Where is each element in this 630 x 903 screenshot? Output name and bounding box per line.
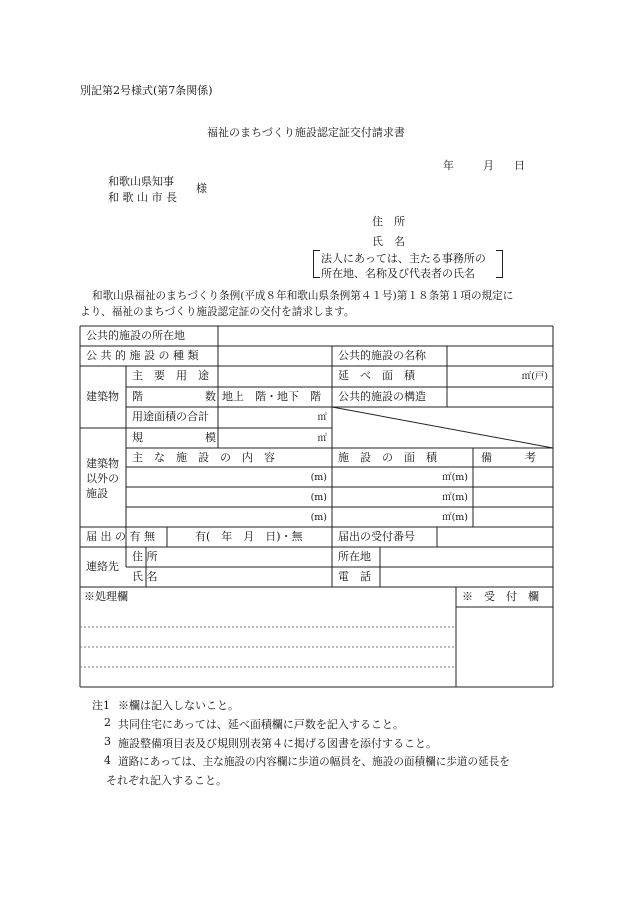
remarks-label: 備 考 [481, 451, 536, 464]
applicant-address-label: 住 所 [372, 215, 405, 228]
scale-label-a: 規 [132, 431, 143, 444]
non-building-label-1: 建築物 [86, 457, 119, 470]
receipt-number-label: 届出の受付番号 [338, 530, 415, 543]
note-4-line1: 道路にあっては、主な施設の内容欄に歩道の幅員を、施設の面積欄に歩道の延長を [118, 756, 510, 768]
notification-value: 有( 年 月 日)・無 [195, 530, 303, 543]
floors-label-a: 階 [132, 390, 143, 403]
form-number: 別記第2号様式(第7条関係) [80, 84, 213, 97]
non-building-label-2: 以外の [86, 472, 119, 485]
area-unit-1: ㎡(m) [442, 472, 468, 483]
main-use-label: 主 要 用 途 [132, 369, 209, 382]
floor-area-unit: ㎡(戸) [521, 371, 548, 382]
non-building-label-3: 施設 [86, 487, 108, 500]
note-2: 共同住宅にあっては、延べ面積欄に戸数を記入すること。 [118, 718, 404, 731]
building-label: 建築物 [86, 390, 119, 403]
honorific-sama: 様 [196, 182, 207, 195]
contact-phone-label: 電 話 [338, 570, 371, 583]
floor-area-label: 延 べ 面 積 [338, 369, 415, 382]
use-area-total-unit: ㎡ [317, 412, 327, 423]
note-3-number: 3 [104, 735, 111, 748]
scale-unit: ㎡ [317, 433, 327, 444]
area-unit-3: ㎡(m) [442, 512, 468, 523]
structure-label: 公共的施設の構造 [338, 390, 426, 403]
applicant-name-label: 氏 名 [372, 235, 405, 248]
note-2-number: 2 [104, 716, 111, 729]
date-month: 月 [483, 159, 494, 172]
corp-note-line2: 所在地、名称及び代表者の氏名 [321, 267, 475, 280]
processing-label: ※処理欄 [84, 590, 128, 603]
form-title: 福祉のまちづくり施設認定証交付請求書 [207, 126, 405, 139]
content-unit-1: (m) [310, 472, 327, 483]
reception-label: ※ 受 付 欄 [462, 590, 539, 603]
location-label: 公共的施設の所在地 [86, 329, 185, 342]
addressee-mayor: 和 歌 山 市 長 [108, 191, 177, 204]
note-1: ※欄は記入しないこと。 [118, 699, 239, 712]
floors-label-b: 数 [205, 390, 216, 403]
corp-note-line1: 法人にあっては、主たる事務所の [321, 252, 486, 265]
area-unit-2: ㎡(m) [442, 492, 468, 503]
intro-line2: より、福祉のまちづくり施設認定証の交付を請求します。 [80, 306, 355, 318]
note-4-line2: それぞれ記入すること。 [106, 774, 227, 787]
intro-line1: 和歌山県福祉のまちづくり条例(平成８年和歌山県条例第４１号)第１８条第１項の規定に [92, 290, 514, 302]
facility-area-label: 施 設 の 面 積 [338, 451, 437, 464]
note-1-number: 注1 [92, 699, 110, 712]
notification-label: 届 出 の 有 無 [86, 530, 155, 543]
contact-label: 連絡先 [86, 560, 119, 573]
note-4-number: 4 [104, 754, 111, 767]
scale-label-b: 模 [205, 431, 216, 444]
facility-name-label: 公共的施設の名称 [338, 349, 426, 362]
contact-name-label: 氏 名 [132, 570, 158, 583]
contact-address-label: 住 所 [132, 550, 158, 563]
content-unit-2: (m) [310, 492, 327, 503]
use-area-total-label: 用途面積の合計 [132, 410, 209, 423]
main-facility-content-label: 主 な 施 設 の 内 容 [132, 451, 275, 464]
note-3: 施設整備項目表及び規則別表第４に掲げる図書を添付すること。 [118, 737, 437, 750]
content-unit-3: (m) [310, 512, 327, 523]
facility-type-label: 公 共 的 施 設 の 種 類 [86, 349, 199, 362]
addressee-governor: 和歌山県知事 [108, 175, 174, 188]
date-day: 日 [514, 159, 525, 172]
contact-location-label: 所在地 [338, 550, 371, 563]
floors-value: 地上 階・地下 階 [222, 390, 321, 403]
date-year: 年 [443, 159, 454, 172]
